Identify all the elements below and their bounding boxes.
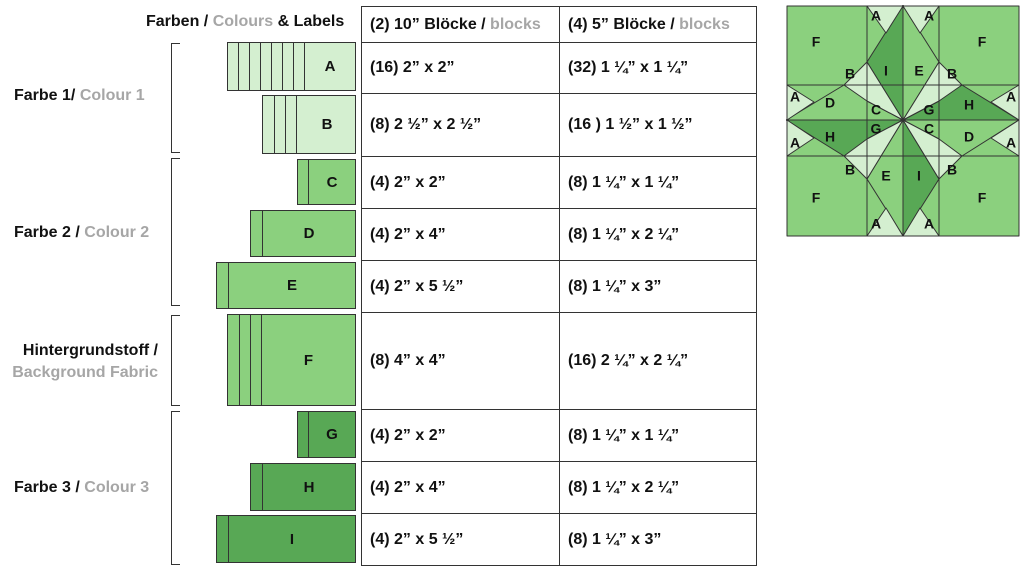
cut-5-d: (8) 1 ¼” x 2 ¼” <box>560 209 757 261</box>
brace-colour-3 <box>171 411 180 565</box>
fabric-label-e: E <box>286 277 297 294</box>
label-a-5: A <box>789 88 801 105</box>
table-row <box>362 410 757 462</box>
header-sep: / <box>199 13 213 30</box>
table-row <box>362 94 757 157</box>
fabric-label-d: D <box>303 225 315 242</box>
label-f-tl: F <box>811 33 821 50</box>
colours-labels-header <box>146 13 344 31</box>
cut-10-e: (4) 2” x 5 ½” <box>362 261 560 313</box>
table-row <box>362 462 757 514</box>
label-e-2: E <box>881 167 891 184</box>
label-i-1: I <box>884 62 888 79</box>
label-f-br: F <box>977 189 987 206</box>
group-label-colour-3 <box>14 479 149 497</box>
label-a-7: A <box>1005 88 1017 105</box>
label-b-2: B <box>946 65 958 82</box>
fabric-label-b: B <box>321 116 333 133</box>
table-row <box>362 157 757 209</box>
fabric-strip-b <box>262 95 356 154</box>
fabric-label-f: F <box>303 351 314 369</box>
brace-colour-2 <box>171 158 180 306</box>
group-de: Hintergrundstoff / <box>22 342 158 359</box>
label-b-1: B <box>844 65 856 82</box>
label-f-bl: F <box>811 189 821 206</box>
fabric-label-i: I <box>289 530 295 548</box>
fabric-strip-f <box>227 314 356 406</box>
group-de: Farbe 2 / <box>14 224 80 241</box>
cut-10-b: (8) 2 ½” x 2 ½” <box>362 94 560 157</box>
cut-10-a: (16) 2” x 2” <box>362 43 560 94</box>
label-a-4: A <box>923 215 935 232</box>
label-a-2: A <box>923 7 935 24</box>
group-label-background <box>4 340 158 384</box>
brace-background <box>171 315 180 406</box>
label-g-2: G <box>870 120 882 137</box>
cut-10-c: (4) 2” x 2” <box>362 157 560 209</box>
label-h-2: H <box>963 96 975 113</box>
cutting-table <box>361 6 757 566</box>
header-labels: & Labels <box>273 13 345 30</box>
cut-5-b: (16 ) 1 ½” x 1 ½” <box>560 94 757 157</box>
label-i-2: I <box>917 167 921 184</box>
group-label-colour-2 <box>14 224 149 242</box>
brace-colour-1 <box>171 43 180 153</box>
fabric-label-h: H <box>303 478 315 496</box>
table-row <box>362 313 757 410</box>
cut-10-g: (4) 2” x 2” <box>362 410 560 462</box>
cut-10-d: (4) 2” x 4” <box>362 209 560 261</box>
label-a-3: A <box>870 215 882 232</box>
cut-5-c: (8) 1 ¼” x 1 ¼” <box>560 157 757 209</box>
label-e-1: E <box>914 62 924 79</box>
cut-5-h: (8) 1 ¼” x 2 ¼” <box>560 462 757 514</box>
table-header-row <box>362 7 757 43</box>
group-de: Farbe 3 / <box>14 479 80 496</box>
fabric-strip-i <box>216 515 356 563</box>
fabric-strip-a <box>227 42 356 91</box>
header-colours-en: Colours <box>212 13 274 30</box>
group-label-colour-1 <box>14 87 145 105</box>
fabric-label-c: C <box>326 173 338 191</box>
label-d-1: D <box>824 94 836 111</box>
label-h-1: H <box>824 128 836 145</box>
group-en: Colour 3 <box>84 479 150 496</box>
label-g-1: G <box>923 101 935 118</box>
label-a-8: A <box>1005 134 1017 151</box>
fabric-strip-g <box>297 411 356 458</box>
label-b-4: B <box>946 161 958 178</box>
table-row <box>362 43 757 94</box>
table-row <box>362 514 757 566</box>
cut-5-e: (8) 1 ¼” x 3” <box>560 261 757 313</box>
cut-10-f: (8) 4” x 4” <box>362 313 560 410</box>
fabric-strip-h <box>250 463 356 511</box>
group-de: Farbe 1/ <box>14 87 76 104</box>
cut-5-i: (8) 1 ¼” x 3” <box>560 514 757 566</box>
group-en: Colour 1 <box>79 87 145 104</box>
fabric-strip-c <box>297 159 356 205</box>
group-en: Background Fabric <box>12 364 158 381</box>
fabric-strip-e <box>216 262 356 309</box>
label-b-3: B <box>844 161 856 178</box>
label-d-2: D <box>963 128 975 145</box>
fabric-label-g: G <box>326 426 338 443</box>
label-c-2: C <box>923 120 935 137</box>
fabric-strip-d <box>250 210 356 257</box>
col-5-inch-header: (4) 5” Blöcke / blocks <box>560 7 757 43</box>
fabric-label-a: A <box>324 58 336 75</box>
label-a-1: A <box>870 7 882 24</box>
table-row <box>362 209 757 261</box>
quilt-block-diagram <box>786 5 1020 237</box>
group-en: Colour 2 <box>84 224 150 241</box>
cut-10-i: (4) 2” x 5 ½” <box>362 514 560 566</box>
cut-5-g: (8) 1 ¼” x 1 ¼” <box>560 410 757 462</box>
header-colours-de: Farben <box>146 13 200 30</box>
col-10-inch-header: (2) 10” Blöcke / blocks <box>362 7 560 43</box>
label-a-6: A <box>789 134 801 151</box>
table-row <box>362 261 757 313</box>
label-c-1: C <box>870 101 882 118</box>
cut-5-a: (32) 1 ¼” x 1 ¼” <box>560 43 757 94</box>
cut-5-f: (16) 2 ¼” x 2 ¼” <box>560 313 757 410</box>
label-f-tr: F <box>977 33 987 50</box>
cut-10-h: (4) 2” x 4” <box>362 462 560 514</box>
